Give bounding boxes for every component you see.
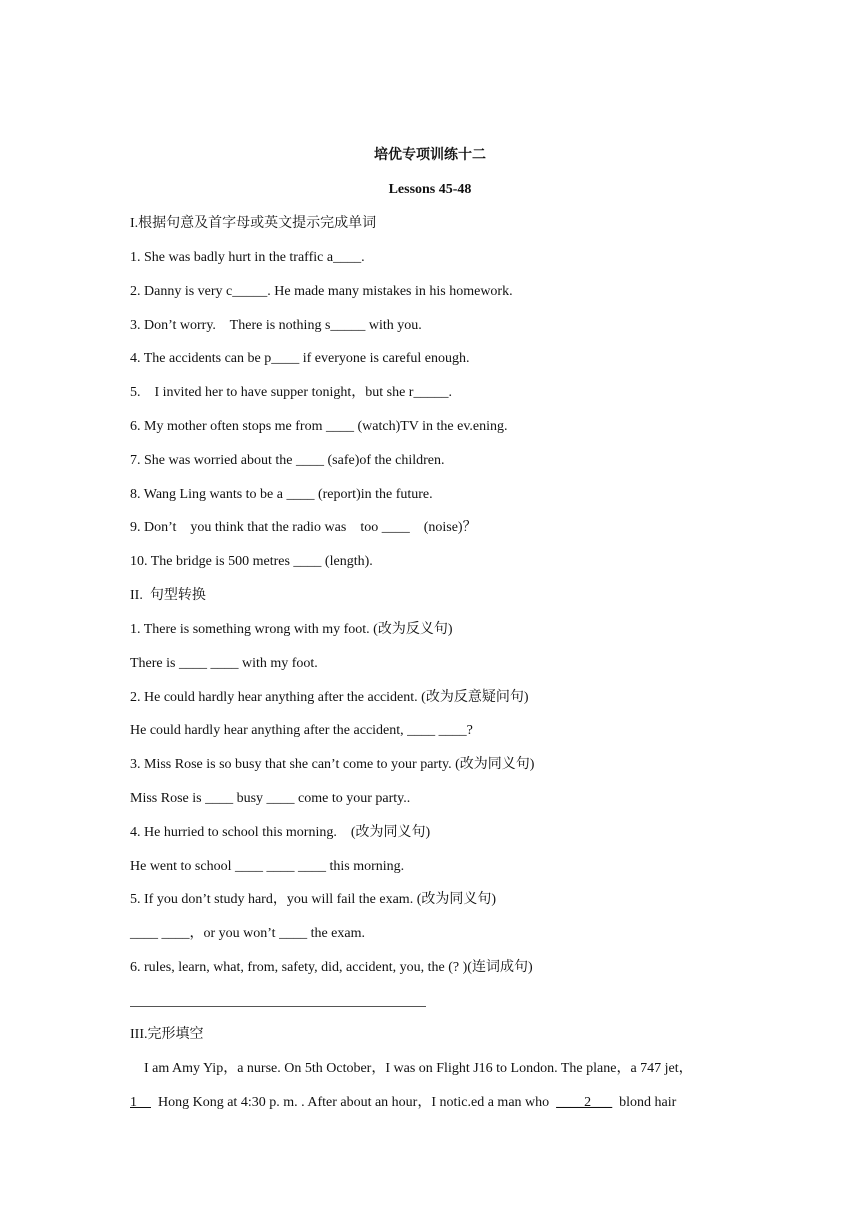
cloze-blank-1: 1 [130,1095,151,1110]
document-title: 培优专项训练十二 [374,148,486,163]
question-item: 10. The bridge is 500 metres ____ (length). [130,554,373,569]
passage-text: blond hair [612,1095,677,1110]
question-item: 4. He hurried to school this morning. (改为同义句) [130,825,431,840]
section-1-heading: I.根据句意及首字母或英文提示完成单词 [130,216,377,231]
passage-line: I am Amy Yip，a nurse. On 5th October，I was on Flight J16 to London. The plane，a 747 jet， [130,1061,693,1076]
question-item: 1. There is something wrong with my foot. (改为反义句) [130,622,453,637]
question-item: 6. rules, learn, what, from, safety, did, accident, you, the (? )(连词成句) [130,960,533,975]
question-item: 1. She was badly hurt in the traffic a____. [130,250,365,265]
question-item: 5. If you don’t study hard，you will fail the exam. (改为同义句) [130,892,497,907]
passage-line [130,1094,676,1112]
section-2-heading: II. 句型转换 [130,588,206,603]
answer-line: He could hardly hear anything after the accident, ____ ____? [130,723,473,738]
question-item: 9. Don’t you think that the radio was too ____ (noise)？ [130,520,477,535]
answer-line: Miss Rose is ____ busy ____ come to your party.. [130,791,411,806]
question-item: 3. Miss Rose is so busy that she can’t come to your party. (改为同义句) [130,757,535,772]
answer-line: ____ ____，or you won’t ____ the exam. [130,926,365,941]
cloze-blank-2: ____2___ [556,1095,613,1110]
question-item: 6. My mother often stops me from ____ (watch)TV in the ev.ening. [130,419,508,434]
question-item: 2. Danny is very c_____. He made many mistakes in his homework. [130,284,513,299]
question-item: 5. I invited her to have supper tonight，but she r_____. [130,385,452,400]
question-item: 4. The accidents can be p____ if everyone is careful enough. [130,351,470,366]
passage-text: Hong Kong at 4:30 p. m. . After about an hour，I notic.ed a man who [151,1095,557,1110]
section-3-heading: III.完形填空 [130,1027,204,1042]
question-item: 8. Wang Ling wants to be a ____ (report)in the future. [130,487,433,502]
document-subtitle: Lessons 45-48 [388,182,472,197]
answer-line: He went to school ____ ____ ____ this morning. [130,859,405,874]
question-item: 3. Don’t worry. There is nothing s_____ with you. [130,318,422,333]
question-item: 7. She was worried about the ____ (safe)of the children. [130,453,445,468]
answer-rule [130,1006,426,1007]
answer-line: There is ____ ____ with my foot. [130,656,318,671]
question-item: 2. He could hardly hear anything after the accident. (改为反意疑问句) [130,690,529,705]
